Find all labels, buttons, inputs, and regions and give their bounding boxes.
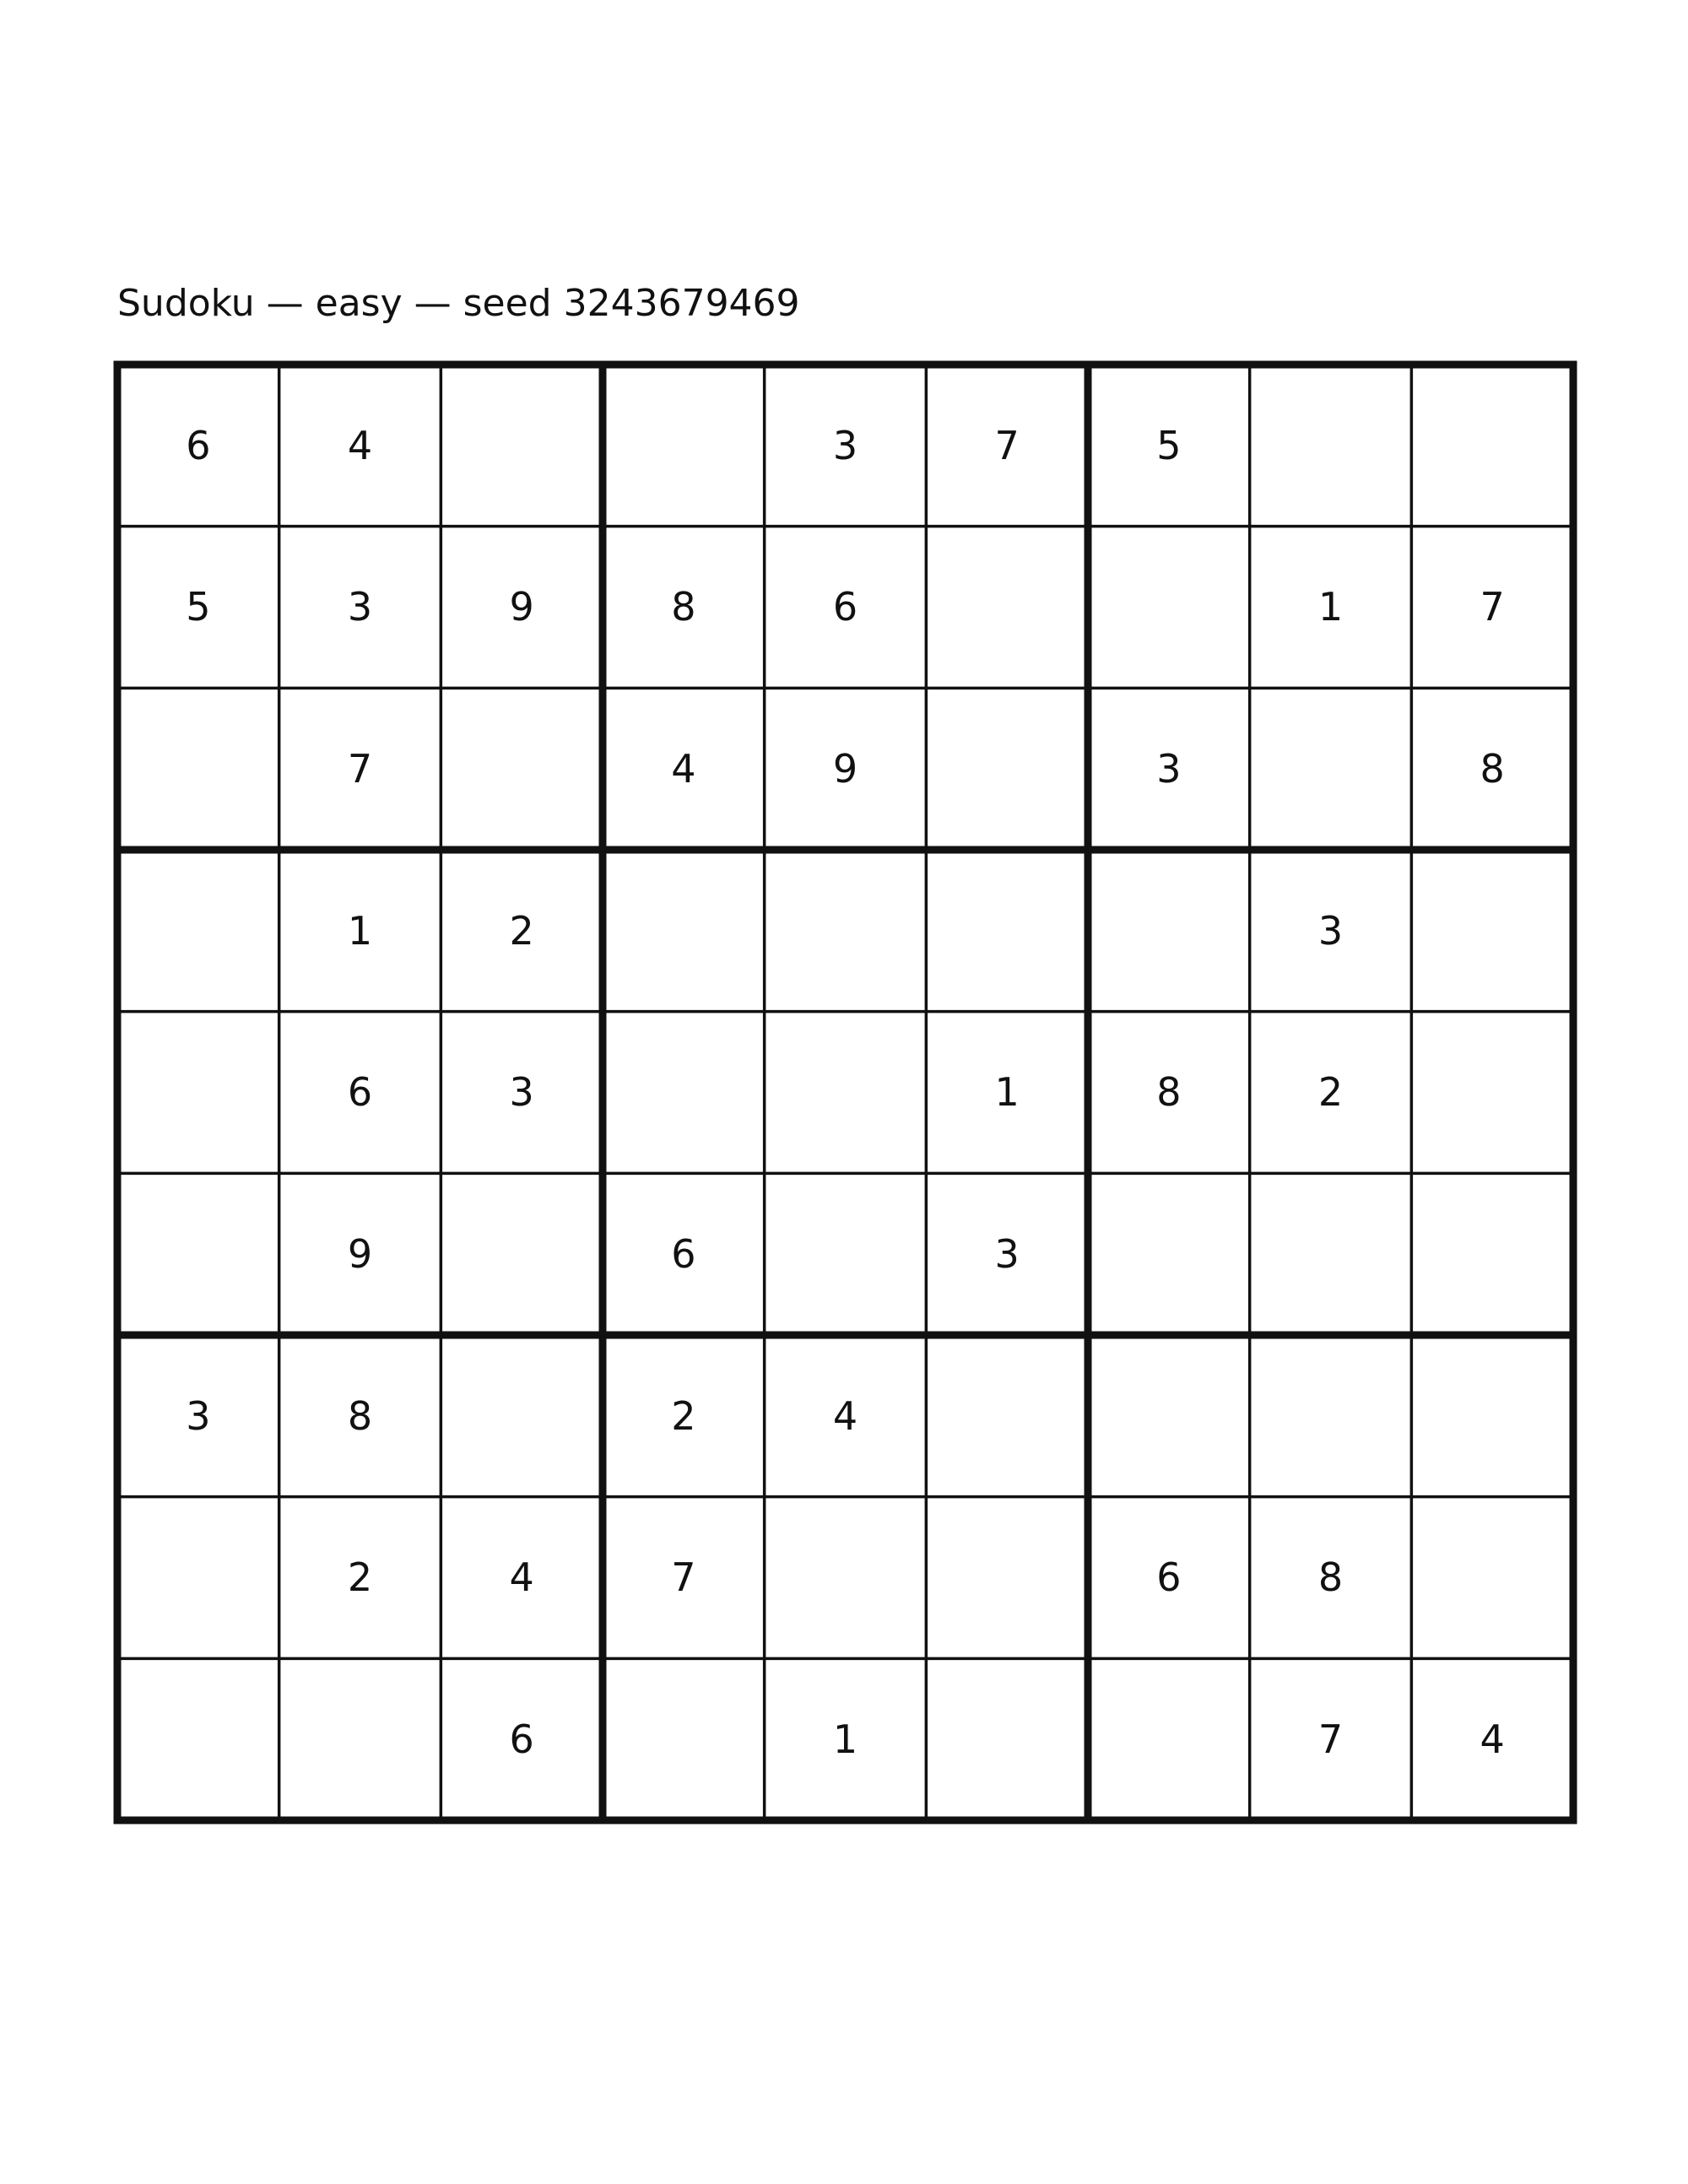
empty-cell[interactable] bbox=[1411, 365, 1573, 527]
given-cell[interactable]: 6 bbox=[509, 1716, 534, 1763]
given-cell[interactable]: 7 bbox=[347, 746, 373, 792]
given-cell[interactable]: 3 bbox=[509, 1069, 534, 1116]
given-cell[interactable]: 8 bbox=[1156, 1069, 1182, 1116]
given-cell[interactable]: 8 bbox=[671, 584, 696, 630]
empty-cell[interactable] bbox=[1250, 1335, 1412, 1497]
given-cell[interactable]: 4 bbox=[347, 422, 373, 468]
empty-cell[interactable] bbox=[1088, 1658, 1250, 1820]
given-cell[interactable]: 4 bbox=[509, 1554, 534, 1601]
empty-cell[interactable] bbox=[926, 1497, 1088, 1659]
empty-cell[interactable] bbox=[279, 1658, 441, 1820]
empty-cell[interactable] bbox=[603, 365, 765, 527]
given-cell[interactable]: 3 bbox=[347, 584, 373, 630]
empty-cell[interactable] bbox=[1088, 1335, 1250, 1497]
given-cell[interactable]: 1 bbox=[994, 1069, 1020, 1116]
empty-cell[interactable] bbox=[926, 1335, 1088, 1497]
empty-cell[interactable] bbox=[1088, 1173, 1250, 1335]
given-cell[interactable]: 3 bbox=[832, 422, 858, 468]
empty-cell[interactable] bbox=[1250, 688, 1412, 850]
given-cell[interactable]: 2 bbox=[671, 1392, 696, 1439]
given-cell[interactable]: 6 bbox=[186, 422, 211, 468]
given-cell[interactable]: 4 bbox=[671, 746, 696, 792]
empty-cell[interactable] bbox=[117, 1012, 279, 1174]
given-cell[interactable]: 2 bbox=[509, 907, 534, 954]
given-cell[interactable]: 7 bbox=[994, 422, 1020, 468]
given-cell[interactable]: 8 bbox=[347, 1392, 373, 1439]
given-cell[interactable]: 6 bbox=[671, 1231, 696, 1278]
given-cell[interactable]: 2 bbox=[1317, 1069, 1344, 1116]
given-cell[interactable]: 1 bbox=[1317, 584, 1344, 630]
sudoku-board bbox=[117, 365, 1573, 1820]
empty-cell[interactable] bbox=[1250, 1173, 1412, 1335]
given-cell[interactable]: 8 bbox=[1480, 746, 1505, 792]
empty-cell[interactable] bbox=[117, 850, 279, 1012]
empty-cell[interactable] bbox=[441, 1335, 603, 1497]
given-cell[interactable]: 9 bbox=[509, 584, 534, 630]
given-cell[interactable]: 6 bbox=[347, 1069, 373, 1116]
empty-cell[interactable] bbox=[765, 1012, 927, 1174]
empty-cell[interactable] bbox=[1411, 1012, 1573, 1174]
given-cell[interactable]: 7 bbox=[1317, 1716, 1344, 1763]
given-cell[interactable]: 2 bbox=[347, 1554, 373, 1601]
empty-cell[interactable] bbox=[926, 1658, 1088, 1820]
given-cell[interactable]: 9 bbox=[347, 1231, 373, 1278]
empty-cell[interactable] bbox=[603, 1658, 765, 1820]
given-cell[interactable]: 7 bbox=[1480, 584, 1505, 630]
empty-cell[interactable] bbox=[765, 850, 927, 1012]
empty-cell[interactable] bbox=[926, 850, 1088, 1012]
given-cell[interactable]: 5 bbox=[1156, 422, 1182, 468]
empty-cell[interactable] bbox=[603, 1012, 765, 1174]
given-cell[interactable]: 8 bbox=[1317, 1554, 1344, 1601]
empty-cell[interactable] bbox=[1411, 1173, 1573, 1335]
empty-cell[interactable] bbox=[117, 1658, 279, 1820]
given-cell[interactable]: 7 bbox=[671, 1554, 696, 1601]
empty-cell[interactable] bbox=[117, 1497, 279, 1659]
given-cell[interactable]: 4 bbox=[1480, 1716, 1505, 1763]
empty-cell[interactable] bbox=[926, 688, 1088, 850]
empty-cell[interactable] bbox=[603, 850, 765, 1012]
puzzle-title: Sudoku — easy — seed 3243679469 bbox=[117, 282, 800, 325]
empty-cell[interactable] bbox=[1088, 850, 1250, 1012]
empty-cell[interactable] bbox=[1088, 527, 1250, 689]
empty-cell[interactable] bbox=[1250, 365, 1412, 527]
empty-cell[interactable] bbox=[926, 527, 1088, 689]
empty-cell[interactable] bbox=[117, 1173, 279, 1335]
empty-cell[interactable] bbox=[1411, 1497, 1573, 1659]
given-cell[interactable]: 6 bbox=[1156, 1554, 1182, 1601]
empty-cell[interactable] bbox=[441, 688, 603, 850]
given-cell[interactable]: 4 bbox=[832, 1392, 858, 1439]
given-cell[interactable]: 3 bbox=[1317, 907, 1344, 954]
empty-cell[interactable] bbox=[441, 365, 603, 527]
empty-cell[interactable] bbox=[1411, 850, 1573, 1012]
given-cell[interactable]: 6 bbox=[832, 584, 858, 630]
empty-cell[interactable] bbox=[765, 1497, 927, 1659]
given-cell[interactable]: 3 bbox=[1156, 746, 1182, 792]
given-cell[interactable]: 1 bbox=[347, 907, 373, 954]
empty-cell[interactable] bbox=[441, 1173, 603, 1335]
given-cell[interactable]: 9 bbox=[832, 746, 858, 792]
empty-cell[interactable] bbox=[765, 1173, 927, 1335]
empty-cell[interactable] bbox=[117, 688, 279, 850]
empty-cell[interactable] bbox=[1411, 1335, 1573, 1497]
given-cell[interactable]: 5 bbox=[186, 584, 211, 630]
given-cell[interactable]: 3 bbox=[994, 1231, 1020, 1278]
given-cell[interactable]: 1 bbox=[832, 1716, 858, 1763]
given-cell[interactable]: 3 bbox=[186, 1392, 211, 1439]
